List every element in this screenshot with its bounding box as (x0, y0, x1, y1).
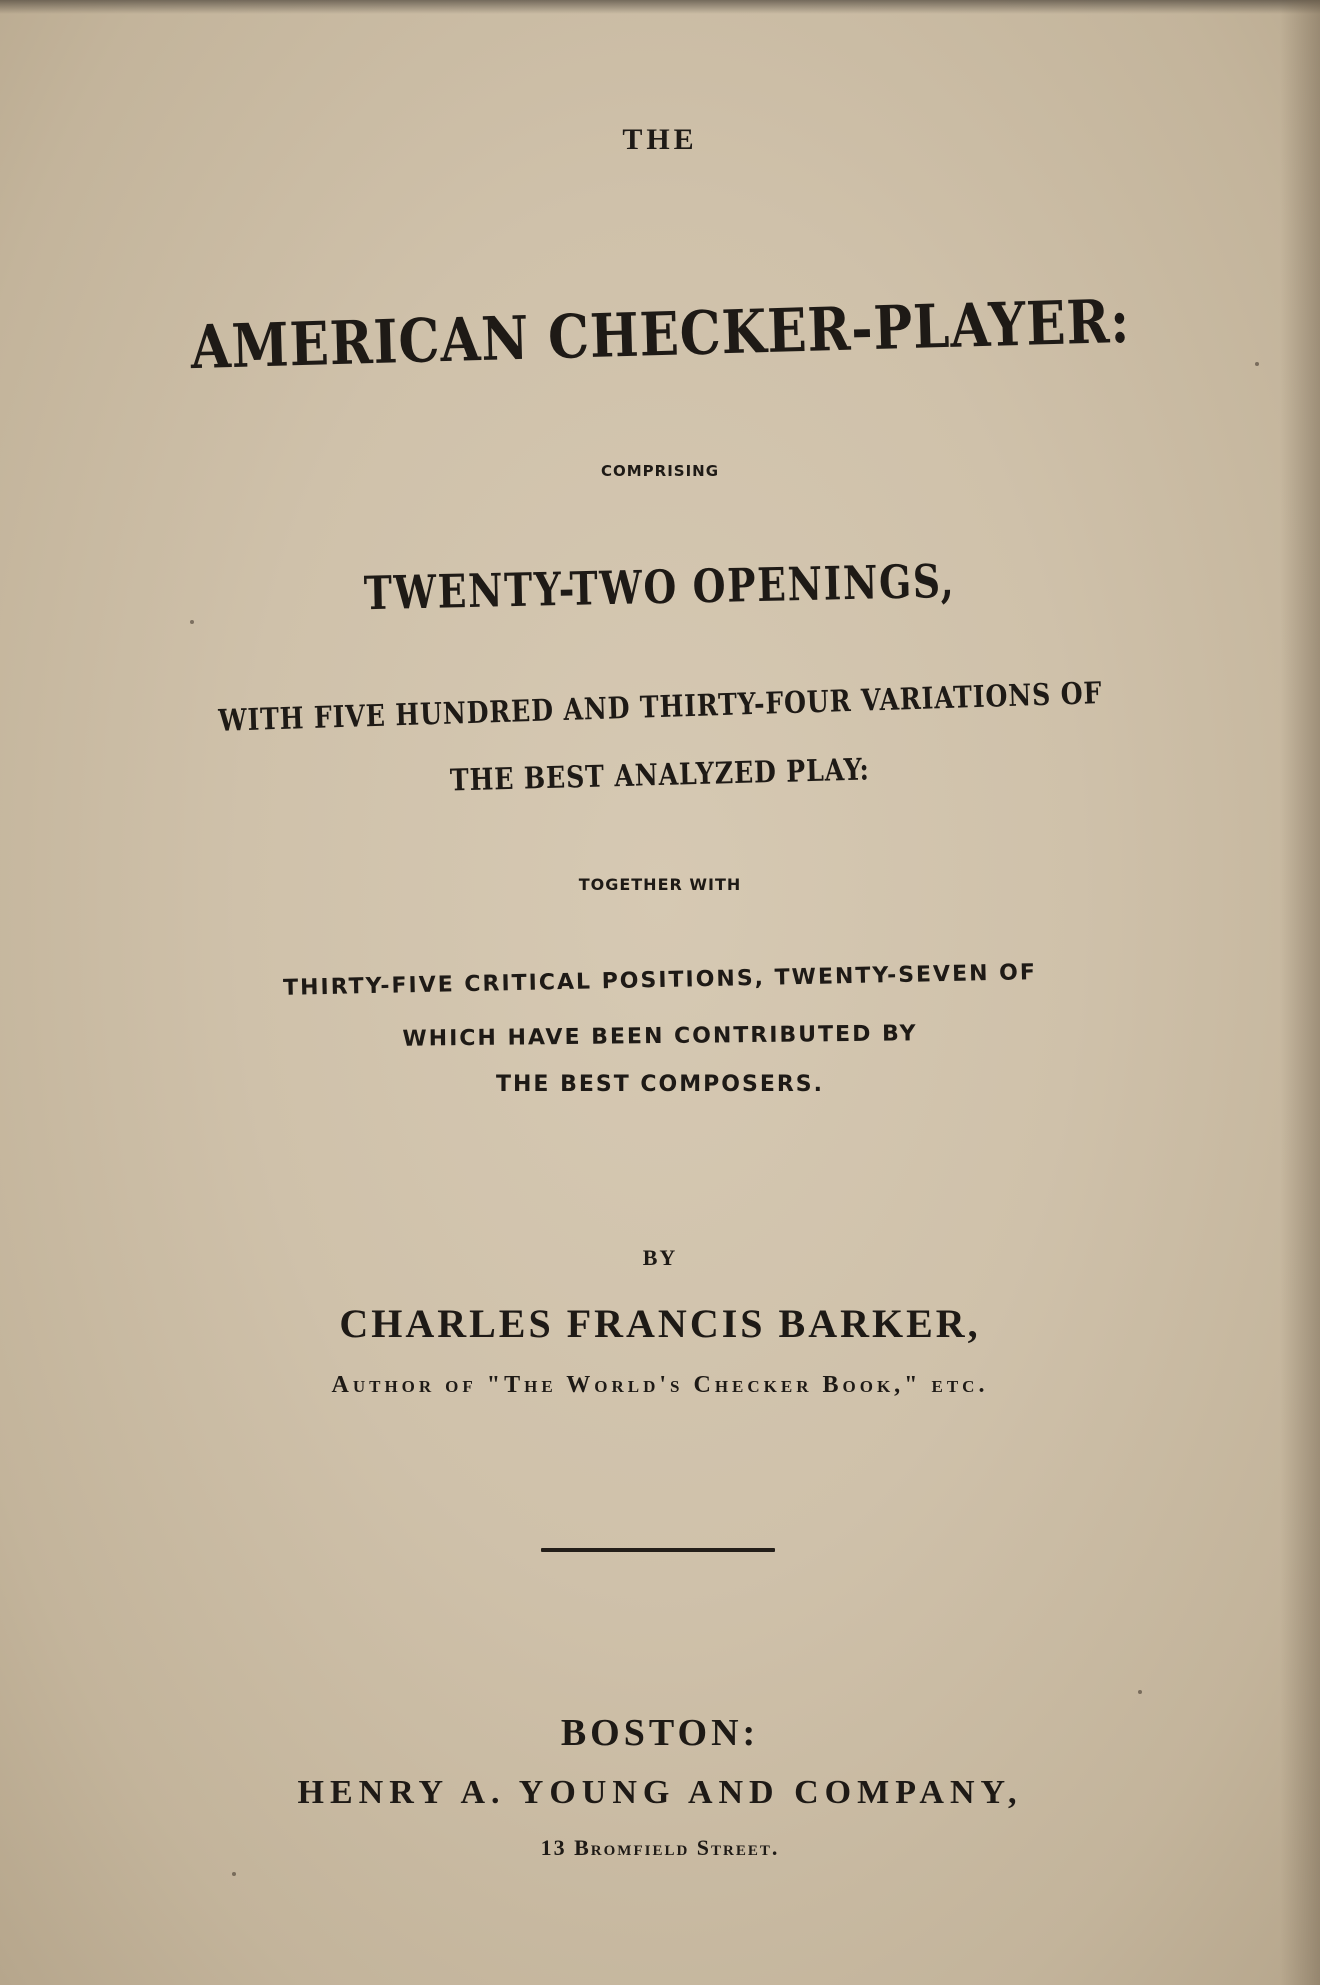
publisher-address (0, 1835, 1320, 1861)
positions-line-1-text: THIRTY-FIVE CRITICAL POSITIONS, TWENTY-SEVEN OF (282, 960, 1038, 1001)
paper-speck (190, 620, 194, 624)
variations-line-1-text: WITH FIVE HUNDRED AND THIRTY-FOUR VARIATIONS OF (217, 676, 1103, 739)
positions-line-3 (0, 1072, 1320, 1097)
title-article (0, 122, 1320, 157)
title-article-text: THE (622, 123, 698, 156)
positions-line-2 (0, 1017, 1320, 1056)
variations-line-1 (0, 669, 1320, 745)
comprising-label (0, 462, 1320, 480)
by-text: BY (642, 1245, 678, 1270)
openings-heading (0, 546, 1320, 628)
variations-line-2-text: THE BEST ANALYZED PLAY: (449, 752, 871, 799)
publisher-name-text: HENRY A. YOUNG AND COMPANY, (297, 1774, 1023, 1811)
author-name-text: CHARLES FRANCIS BARKER, (339, 1301, 981, 1346)
book-title-text: AMERICAN CHECKER-PLAYER: (189, 286, 1131, 384)
together-with-label (0, 875, 1320, 894)
publisher-address-text: 13 Bromfield Street. (540, 1835, 780, 1860)
comprising-text: COMPRISING (600, 462, 720, 480)
variations-line-2 (0, 741, 1320, 811)
publisher-city (0, 1710, 1320, 1755)
publisher-city-text: BOSTON: (560, 1712, 760, 1754)
positions-line-1 (0, 954, 1320, 1007)
author-name (0, 1300, 1320, 1347)
positions-line-3-text: THE BEST COMPOSERS. (496, 1072, 824, 1097)
book-title (0, 282, 1320, 389)
publisher-name (0, 1772, 1320, 1812)
positions-line-2-text: WHICH HAVE BEEN CONTRIBUTED BY (402, 1021, 918, 1052)
paper-speck (1255, 362, 1259, 366)
paper-speck (1138, 1690, 1142, 1694)
divider-rule (541, 1548, 775, 1552)
paper-speck (232, 1872, 236, 1876)
by-label (0, 1245, 1320, 1271)
author-credits (0, 1370, 1320, 1399)
author-credits-text: Author of "The World's Checker Book," etc. (331, 1372, 989, 1398)
openings-text: TWENTY-TWO OPENINGS, (363, 553, 957, 621)
together-with-text: TOGETHER WITH (578, 875, 742, 894)
